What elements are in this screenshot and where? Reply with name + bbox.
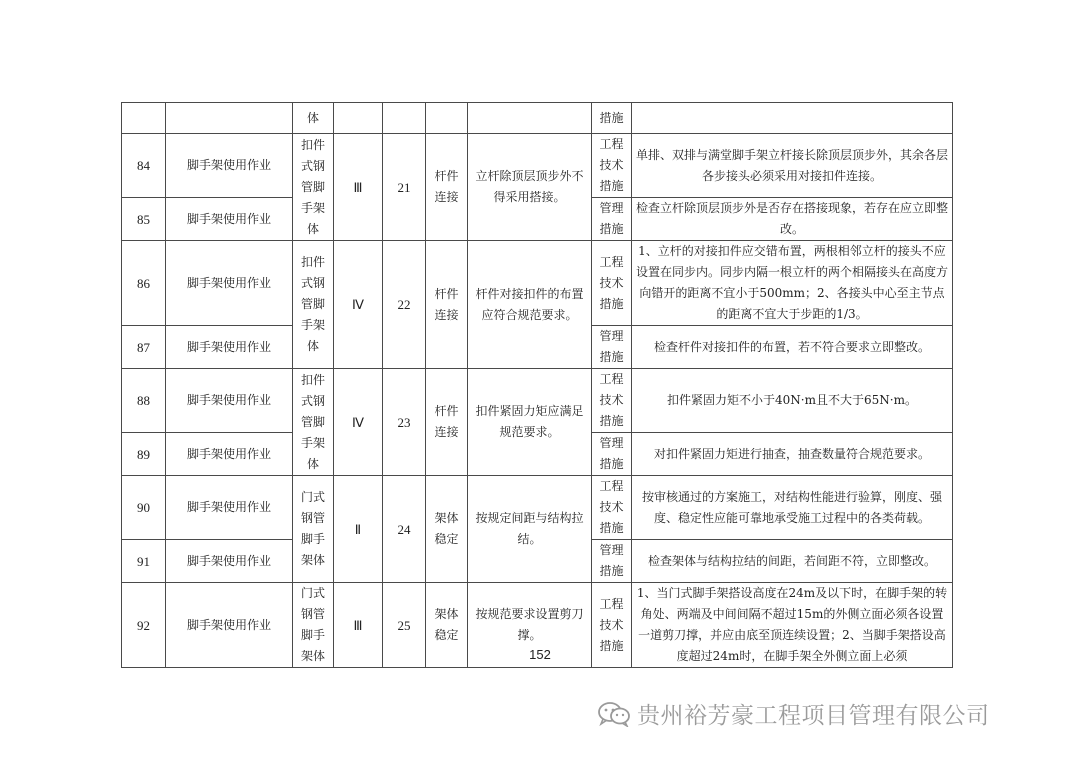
risk-level-cell: Ⅱ [334,476,383,583]
measure-type-cell: 工程技术措施 [592,476,632,540]
work-cell: 脚手架使用作业 [166,326,293,369]
measure-description: 单排、双排与满堂脚手架立杆接长除顶层顶步外，其余各层各步接头必须采用对接扣件连接。 [632,134,953,198]
risk-level-cell: Ⅳ [334,369,383,476]
page-number: 152 [529,647,551,662]
row-number: 90 [122,476,166,540]
risk-level-cell: Ⅲ [334,134,383,241]
measure-type-cell: 管理措施 [592,433,632,476]
measure-description: 按审核通过的方案施工，对结构性能进行验算，刚度、强度、稳定性应能可靠地承受施工过程中的各类荷载。 [632,476,953,540]
equipment-cell: 扣件式钢管脚手架体 [293,134,334,241]
watermark-text: 贵州裕芳豪工程项目管理有限公司 [637,703,990,729]
row-number: 89 [122,433,166,476]
measure-description: 检查立杆除顶层顶步外是否存在搭接现象，若存在应立即整改。 [632,198,953,241]
requirement-cell: 按规定间距与结构拉结。 [468,476,592,583]
risk-level-cell: Ⅳ [334,241,383,369]
measure-type-cell: 工程技术措施 [592,241,632,326]
table-row [122,241,953,326]
measure-description: 扣件紧固力矩不小于40N·m且不大于65N·m。 [632,369,953,433]
requirement-cell: 杆件对接扣件的布置应符合规范要求。 [468,241,592,369]
measure-type-cell: 管理措施 [592,198,632,241]
row-number: 92 [122,583,166,668]
category-cell: 架体稳定 [426,583,468,668]
equipment-cell: 门式钢管脚手架体 [293,583,334,668]
measure-type-cell: 工程技术措施 [592,134,632,198]
work-cell: 脚手架使用作业 [166,241,293,326]
sequence-cell: 22 [383,241,426,369]
measure-type-cell: 措施 [592,103,632,134]
measure-type-cell: 工程技术措施 [592,583,632,668]
risk-control-table [121,102,953,668]
category-cell: 杆件连接 [426,241,468,369]
wechat-icon [597,701,631,727]
table-row [122,103,953,134]
row-number: 87 [122,326,166,369]
equipment-cell: 扣件式钢管脚手架体 [293,241,334,369]
category-cell: 杆件连接 [426,369,468,476]
measure-description: 1、当门式脚手架搭设高度在24m及以下时，在脚手架的转角处、两端及中间间隔不超过15m的外侧立面必须各设置一道剪刀撑，并应由底至顶连续设置；2、当脚手架搭设高度超过24m时，在脚手架全外侧立面上必须 [632,583,953,668]
work-cell: 脚手架使用作业 [166,369,293,433]
watermark [597,697,990,730]
table-row [122,369,953,433]
measure-description: 检查架体与结构拉结的间距，若间距不符，立即整改。 [632,540,953,583]
equipment-cell: 门式钢管脚手架体 [293,476,334,583]
measure-type-cell: 工程技术措施 [592,369,632,433]
row-number: 86 [122,241,166,326]
row-number: 91 [122,540,166,583]
equipment-cell: 扣件式钢管脚手架体 [293,369,334,476]
measure-description: 1、立杆的对接扣件应交错布置，两根相邻立杆的接头不应设置在同步内。同步内隔一根立杆的两个相隔接头在高度方向错开的距离不宜小于500mm；2、各接头中心至主节点的距离不宜大于步距的1/3。 [632,241,953,326]
work-cell: 脚手架使用作业 [166,540,293,583]
row-number: 84 [122,134,166,198]
requirement-cell: 扣件紧固力矩应满足规范要求。 [468,369,592,476]
equipment-cell: 体 [293,103,334,134]
work-cell: 脚手架使用作业 [166,433,293,476]
measure-type-cell: 管理措施 [592,326,632,369]
row-number: 85 [122,198,166,241]
requirement-cell: 立杆除顶层顶步外不得采用搭接。 [468,134,592,241]
category-cell: 杆件连接 [426,134,468,241]
sequence-cell: 21 [383,134,426,241]
measure-type-cell: 管理措施 [592,540,632,583]
measure-description: 对扣件紧固力矩进行抽查，抽查数量符合规范要求。 [632,433,953,476]
table-row [122,134,953,198]
category-cell: 架体稳定 [426,476,468,583]
sequence-cell: 25 [383,583,426,668]
sequence-cell: 23 [383,369,426,476]
work-cell: 脚手架使用作业 [166,476,293,540]
work-cell: 脚手架使用作业 [166,134,293,198]
table-row [122,476,953,540]
sequence-cell: 24 [383,476,426,583]
work-cell: 脚手架使用作业 [166,198,293,241]
requirement-cell: 按规范要求设置剪刀撑。 [468,583,592,668]
work-cell: 脚手架使用作业 [166,583,293,668]
risk-level-cell: Ⅲ [334,583,383,668]
measure-description: 检查杆件对接扣件的布置，若不符合要求立即整改。 [632,326,953,369]
row-number: 88 [122,369,166,433]
